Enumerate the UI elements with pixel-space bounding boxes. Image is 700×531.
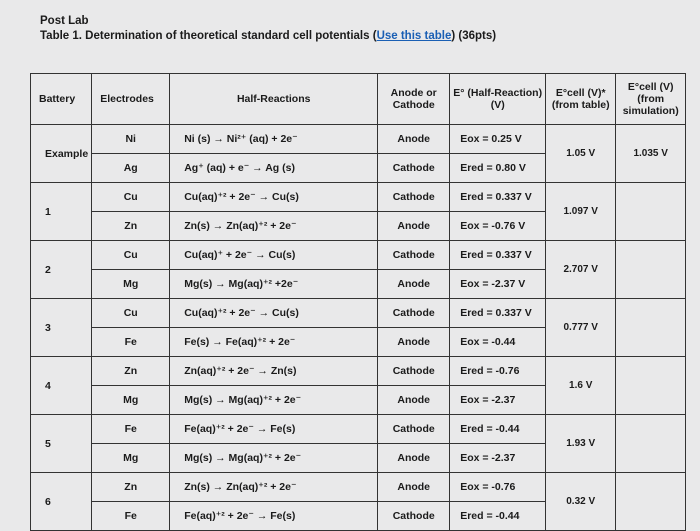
role-cell: Anode (378, 328, 450, 357)
e-half-cell: Ered = -0.76 (450, 357, 546, 386)
role-cell: Cathode (378, 299, 450, 328)
ecell-sim-cell[interactable] (616, 241, 686, 299)
role-cell: Anode (378, 125, 450, 154)
half-reaction-cell: Fe(aq)⁺² + 2e⁻ → Fe(s) (170, 415, 378, 444)
header-half-reactions: Half-Reactions (170, 74, 378, 125)
header-ecell-sim: E°cell (V) (from simulation) (616, 74, 686, 125)
table-row (31, 125, 686, 154)
header-battery: Battery (31, 74, 92, 125)
electrode-cell: Zn (92, 212, 170, 241)
half-reaction-cell: Ag⁺ (aq) + e⁻ → Ag (s) (170, 154, 378, 183)
electrode-cell: Ag (92, 154, 170, 183)
heading (40, 14, 496, 44)
electrode-cell: Ni (92, 125, 170, 154)
header-anode-cathode: Anode or Cathode (378, 74, 450, 125)
role-cell: Cathode (378, 154, 450, 183)
post-lab-label: Post Lab (40, 15, 89, 27)
ecell-table-cell[interactable]: 2.707 V (546, 241, 616, 299)
battery-cell: 6 (31, 473, 92, 531)
table-row (31, 357, 686, 386)
ecell-table-cell[interactable]: 1.05 V (546, 125, 616, 183)
half-reaction-cell: Cu(aq)⁺² + 2e⁻ → Cu(s) (170, 183, 378, 212)
e-half-cell: Ered = 0.337 V (450, 241, 546, 270)
e-half-cell: Ered = 0.337 V (450, 299, 546, 328)
role-cell: Anode (378, 473, 450, 502)
role-cell: Cathode (378, 415, 450, 444)
ecell-table-cell[interactable]: 0.32 V (546, 473, 616, 531)
ecell-sim-cell[interactable] (616, 473, 686, 531)
header-e-half: E° (Half-Reaction) (V) (450, 74, 546, 125)
ecell-table-cell[interactable]: 1.6 V (546, 357, 616, 415)
role-cell: Cathode (378, 357, 450, 386)
ecell-sim-cell[interactable] (616, 415, 686, 473)
battery-cell: 5 (31, 415, 92, 473)
e-half-cell: Ered = 0.80 V (450, 154, 546, 183)
cell-potentials-table (30, 73, 686, 531)
electrode-cell: Fe (92, 415, 170, 444)
e-half-cell: Eox = -2.37 (450, 444, 546, 473)
e-half-cell: Eox = -0.44 (450, 328, 546, 357)
table-row (31, 415, 686, 444)
ecell-sim-cell[interactable] (616, 183, 686, 241)
table-title-suffix: ) (36pts) (451, 30, 497, 42)
half-reaction-cell: Fe(s) → Fe(aq)⁺² + 2e⁻ (170, 328, 378, 357)
header-row (31, 74, 686, 125)
battery-cell: 4 (31, 357, 92, 415)
table-row (31, 183, 686, 212)
header-ecell-table: E°cell (V)* (from table) (546, 74, 616, 125)
e-half-cell: Eox = -2.37 (450, 386, 546, 415)
table-body (31, 125, 686, 531)
role-cell: Anode (378, 444, 450, 473)
electrode-cell: Fe (92, 328, 170, 357)
e-half-cell: Ered = 0.337 V (450, 183, 546, 212)
use-table-link[interactable]: Use this table (376, 30, 452, 42)
battery-cell: 1 (31, 183, 92, 241)
table-title (40, 29, 496, 44)
half-reaction-cell: Mg(s) → Mg(aq)⁺² + 2e⁻ (170, 444, 378, 473)
half-reaction-cell: Cu(aq)⁺² + 2e⁻ → Cu(s) (170, 299, 378, 328)
ecell-sim-cell[interactable] (616, 357, 686, 415)
battery-cell: 3 (31, 299, 92, 357)
half-reaction-cell: Fe(aq)⁺² + 2e⁻ → Fe(s) (170, 502, 378, 531)
e-half-cell: Eox = -0.76 V (450, 212, 546, 241)
half-reaction-cell: Ni (s) → Ni²⁺ (aq) + 2e⁻ (170, 125, 378, 154)
electrode-cell: Zn (92, 473, 170, 502)
electrode-cell: Mg (92, 444, 170, 473)
ecell-sim-cell[interactable]: 1.035 V (616, 125, 686, 183)
role-cell: Cathode (378, 183, 450, 212)
ecell-table-cell[interactable]: 0.777 V (546, 299, 616, 357)
ecell-table-cell[interactable]: 1.93 V (546, 415, 616, 473)
half-reaction-cell: Zn(s) → Zn(aq)⁺² + 2e⁻ (170, 473, 378, 502)
half-reaction-cell: Zn(s) → Zn(aq)⁺² + 2e⁻ (170, 212, 378, 241)
table-row (31, 241, 686, 270)
role-cell: Cathode (378, 241, 450, 270)
half-reaction-cell: Zn(aq)⁺² + 2e⁻ → Zn(s) (170, 357, 378, 386)
role-cell: Cathode (378, 502, 450, 531)
battery-cell: Example (31, 125, 92, 183)
electrode-cell: Cu (92, 241, 170, 270)
half-reaction-cell: Cu(aq)⁺ + 2e⁻ → Cu(s) (170, 241, 378, 270)
e-half-cell: Eox = 0.25 V (450, 125, 546, 154)
header-electrodes: Electrodes (92, 74, 170, 125)
table-title-prefix: Table 1. Determination of theoretical standard cell potentials ( (40, 30, 377, 42)
ecell-sim-cell[interactable] (616, 299, 686, 357)
table-row (31, 473, 686, 502)
electrode-cell: Zn (92, 357, 170, 386)
electrode-cell: Mg (92, 270, 170, 299)
electrode-cell: Mg (92, 386, 170, 415)
battery-cell: 2 (31, 241, 92, 299)
electrode-cell: Cu (92, 183, 170, 212)
ecell-table-cell[interactable]: 1.097 V (546, 183, 616, 241)
half-reaction-cell: Mg(s) → Mg(aq)⁺² + 2e⁻ (170, 386, 378, 415)
role-cell: Anode (378, 212, 450, 241)
table-row (31, 299, 686, 328)
role-cell: Anode (378, 386, 450, 415)
half-reaction-cell: Mg(s) → Mg(aq)⁺² +2e⁻ (170, 270, 378, 299)
e-half-cell: Eox = -2.37 V (450, 270, 546, 299)
electrode-cell: Fe (92, 502, 170, 531)
e-half-cell: Ered = -0.44 (450, 502, 546, 531)
e-half-cell: Ered = -0.44 (450, 415, 546, 444)
electrode-cell: Cu (92, 299, 170, 328)
role-cell: Anode (378, 270, 450, 299)
e-half-cell: Eox = -0.76 (450, 473, 546, 502)
